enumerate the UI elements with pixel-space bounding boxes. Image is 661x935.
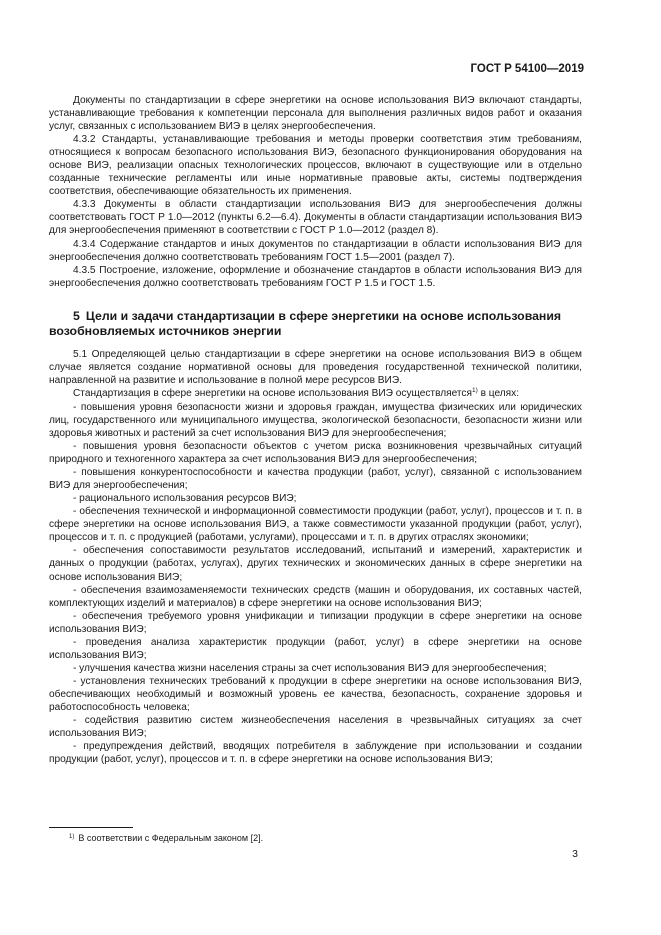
list-item: - обеспечения сопоставимости результатов исследований, испытаний и измерений, характеристик и данных о продукции (работах, услугах), других технических и экономических данных в сфере энергетики на основе использования ВИЭ;	[49, 545, 582, 583]
paragraph-5-1: 5.1 Определяющей целью стандартизации в сфере энергетики на основе использования ВИЭ в общем случае является создание нормативной основы для проведения государственной технической политики, направленной на развитие и использование в полной мере ресурсов ВИЭ.	[49, 348, 582, 386]
paragraph-4-3-4: 4.3.4 Содержание стандартов и иных документов по стандартизации в области использования ВИЭ для энергообеспечения должно соответствовать требованиям ГОСТ 1.5—2001 (раздел 7).	[49, 238, 582, 263]
paragraph-4-3-5: 4.3.5 Построение, изложение, оформление и обозначение стандартов в области использования ВИЭ для энергообеспечения должно соответствовать требованиям ГОСТ Р 1.5 и ГОСТ 1.5.	[49, 264, 582, 289]
list-item: - рационального использования ресурсов ВИЭ;	[73, 493, 297, 505]
list-item: - повышения конкурентоспособности и качества продукции (работ, услуг), связанной с использованием ВИЭ для энергообеспечения;	[49, 467, 582, 492]
goals-intro-tail: в целях:	[477, 387, 520, 399]
list-item: - улучшения качества жизни населения страны за счет использования ВИЭ для энергообеспечения;	[73, 662, 547, 674]
list-item: - обеспечения требуемого уровня унификации и типизации продукции в сфере энергетики на основе использования ВИЭ;	[49, 610, 582, 635]
footnote-text: В соответствии с Федеральным законом [2].	[78, 833, 264, 843]
footnote	[69, 833, 263, 843]
section-heading	[49, 309, 582, 339]
list-item: - обеспечения технической и информационной совместимости продукции (работ, услуг), процессов и т. п. в сфере энергетики на основе использования ВИЭ, а также совместимости указанной продукции (работ, услуг), процессов и т. п. с продукцией (работами, услугами), процессами и т. п. в других отраслях экономики;	[49, 506, 582, 544]
list-item: - проведения анализа характеристик продукции (работ, услуг) в сфере энергетики на основе использования ВИЭ;	[49, 636, 582, 661]
footnote-separator	[49, 827, 133, 828]
list-item: - содействия развитию систем жизнеобеспечения населения в чрезвычайных ситуациях за счет использования ВИЭ;	[49, 715, 582, 740]
section-number: 5	[73, 308, 80, 323]
paragraph-4-3-2: 4.3.2 Стандарты, устанавливающие требования и методы проверки соответствия этим требованиям, относящиеся к вопросам безопасного использования ВИЭ, безопасного функционирования оборудования на основе ВИЭ, реализации опасных технологических процессов, включают в существующие или в отдельно созданные технические регламенты или иные нормативные правовые акты, системы подтверждения соответствия, обеспечивающие обязательность их применения.	[49, 134, 582, 198]
list-item: - обеспечения взаимозаменяемости технических средств (машин и оборудования, их составных частей, комплектующих изделий и материалов) в сфере энергетики на основе использования ВИЭ;	[49, 584, 582, 609]
list-item: - предупреждения действий, вводящих потребителя в заблуждение при использовании и создании продукции (работ, услуг), процессов и т. п. в сфере энергетики на основе использования ВИЭ;	[49, 741, 582, 766]
document-header: ГОСТ Р 54100—2019	[470, 63, 584, 75]
list-item: - повышения уровня безопасности объектов с учетом риска возникновения чрезвычайных ситуаций природного и техногенного характера за счет использования ВИЭ для энергообеспечения;	[49, 441, 582, 466]
section-title: Цели и задачи стандартизации в сфере энергетики на основе использования возобновляемых источников энергии	[49, 308, 562, 338]
paragraph-intro: Документы по стандартизации в сфере энергетики на основе использования ВИЭ включают стандарты, устанавливающие требования к компетенции персонала для выполнения различных видов работ и оказания услуг, связанных с использованием ВИЭ в целях энергообеспечения.	[49, 95, 582, 133]
document-body	[49, 94, 582, 766]
list-item: - повышения уровня безопасности жизни и здоровья граждан, имущества физических или юридических лиц, государственного или муниципального имущества, экологической безопасности, безопасности жизни или здоровья животных и растений за счет использования ВИЭ для энергообеспечения;	[49, 401, 582, 439]
paragraph-goals-intro	[49, 387, 582, 401]
page-number: 3	[572, 848, 578, 860]
paragraph-4-3-3: 4.3.3 Документы в области стандартизации использования ВИЭ для энергообеспечения должны соответствовать ГОСТ Р 1.0—2012 (пункты 6.2—6.4). Документы в области стандартизации использования ВИЭ для энергообеспечения применяют в соответствии с ГОСТ Р 1.0—2012 (раздел 8).	[49, 199, 582, 237]
goals-intro-text: Стандартизация в сфере энергетики на основе использования ВИЭ осуществляется	[73, 387, 472, 399]
footnote-reference: 1)	[471, 386, 478, 394]
footnote-mark: 1)	[69, 834, 75, 840]
list-item: - установления технических требований к продукции в сфере энергетики на основе использования ВИЭ, обеспечивающих необходимый и возможный уровень ее качества, безопасность, сохранение здоровья и работоспособность человека;	[49, 675, 582, 713]
